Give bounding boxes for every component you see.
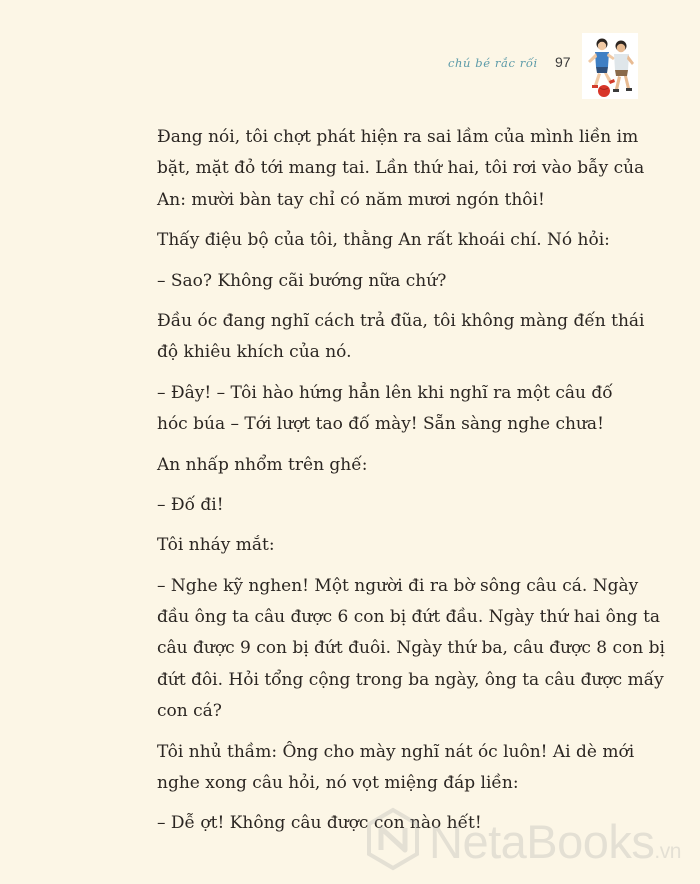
paragraph-gap [157,369,597,378]
story-text [157,122,665,840]
two-boys-playing-ball-illustration [582,33,638,99]
text-line: – Đố đi! [157,494,224,515]
netabooks-logo-icon [363,806,423,872]
text-line: – Đây! – Tôi hào hứng hẳn lên khi nghĩ ra một câu đố [157,382,613,403]
text-line: – Dễ ợt! Không câu được con nào hết! [157,813,482,834]
paragraph-gap [157,481,597,490]
watermark-suffix: .vn [654,840,681,863]
text-line: câu được 9 con bị đứt đuôi. Ngày thứ ba, câu được 8 con bị [157,638,665,659]
paragraph [157,530,597,561]
text-line: Thấy điệu bộ của tôi, thằng An rất khoái chí. Nó hỏi: [157,230,610,251]
watermark-name: NetaBooks [429,815,655,868]
text-line: – Sao? Không cãi bướng nữa chứ? [157,270,447,291]
paragraph [157,306,645,369]
text-line: – Nghe kỹ nghen! Một người đi ra bờ sông câu cá. Ngày [157,575,639,596]
paragraph [157,571,665,728]
paragraph-gap [157,297,597,306]
paragraph-gap [157,562,597,571]
illustration-drawing [582,33,638,99]
watermark-text [429,814,681,869]
text-line: độ khiêu khích của nó. [157,342,352,363]
text-line: bặt, mặt đỏ tới mang tai. Lần thứ hai, tôi rơi vào bẫy của [157,158,645,179]
paragraph-gap [157,257,597,266]
text-line: An nhấp nhổm trên ghế: [157,454,368,475]
text-line: đầu ông ta câu được 6 con bị đứt đầu. Ngày thứ hai ông ta [157,607,661,628]
running-header-title: chú bé rắc rối [448,56,538,70]
paragraph [157,122,645,216]
text-line: nghe xong câu hỏi, nó vọt miệng đáp liền: [157,773,519,794]
paragraph [157,266,597,297]
paragraph [157,378,613,441]
text-line: An: mười bàn tay chỉ có năm mươi ngón thôi! [157,189,545,210]
text-line: Đầu óc đang nghĩ cách trả đũa, tôi không màng đến thái [157,310,645,331]
paragraph-gap [157,521,597,530]
text-line: Đang nói, tôi chợt phát hiện ra sai lầm của mình liền im [157,127,639,147]
page-number: 97 [555,54,571,70]
text-line: Tôi nhủ thầm: Ông cho mày nghĩ nát óc luôn! Ai dè mới [157,741,635,762]
text-line: hóc búa – Tới lượt tao đố mày! Sẵn sàng nghe chưa! [157,414,604,435]
paragraph [157,450,597,481]
netabooks-watermark [363,806,693,872]
paragraph-gap [157,441,597,450]
paragraph [157,737,635,800]
paragraph [157,225,610,256]
paragraph-gap [157,216,597,225]
paragraph-gap [157,728,597,737]
paragraph [157,490,597,521]
text-line: Tôi nháy mắt: [157,535,275,556]
text-line: đứt đôi. Hỏi tổng cộng trong ba ngày, ông ta câu được mấy [157,669,664,690]
text-line: con cá? [157,701,222,722]
